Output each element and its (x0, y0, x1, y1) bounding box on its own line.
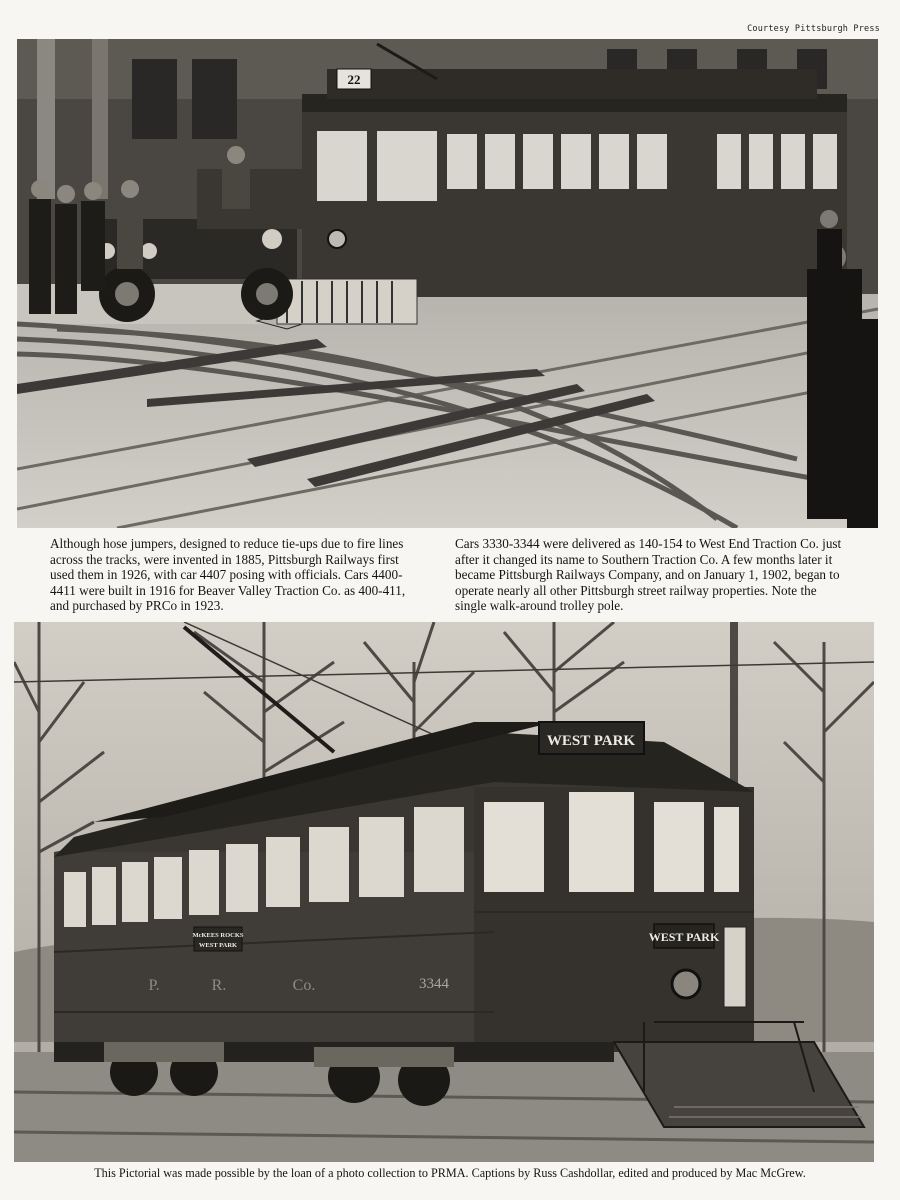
car-number: 3344 (419, 976, 449, 992)
bottom-photo-west-park-car-3344 (14, 622, 874, 1162)
lettering-co: Co. (292, 977, 316, 994)
caption-right: Cars 3330-3344 were delivered as 140-154 to West End Traction Co. just after it changed its name to Southern Traction Co. A few months later it became Pittsburgh Railways Company, and on January 1, 1902, began to operate nearly all other Pittsburgh street railway properties. Note the single walk-around trolley pole. (455, 536, 842, 614)
top-photo-streetcar-hose-jumpers (17, 39, 878, 528)
roof-destination-sign: WEST PARK (546, 733, 636, 749)
footer-credits: This Pictorial was made possible by the loan of a photo collection to PRMA. Captions by Russ Cashdollar, edited and produced by Mac McGrew. (94, 1166, 806, 1180)
photo-credit: Courtesy Pittsburgh Press (747, 24, 880, 34)
side-route-sign-line1: McKEES ROCKS (192, 932, 244, 939)
lettering-r: R. (211, 977, 227, 994)
route-sign: 22 (347, 72, 361, 87)
front-destination-sign: WEST PARK (648, 930, 720, 944)
lettering-p: P. (148, 977, 160, 994)
side-route-sign-line2: WEST PARK (198, 942, 238, 949)
caption-left: Although hose jumpers, designed to reduce tie-ups due to fire lines across the tracks, were invented in 1885, Pittsburgh Railways first used them in 1926, with car 4407 posing with officials. Cars 4400-4411 were built in 1916 for Beaver Valley Traction Co. as 400-411, and purchased by PRCo in 1923. (50, 536, 406, 614)
